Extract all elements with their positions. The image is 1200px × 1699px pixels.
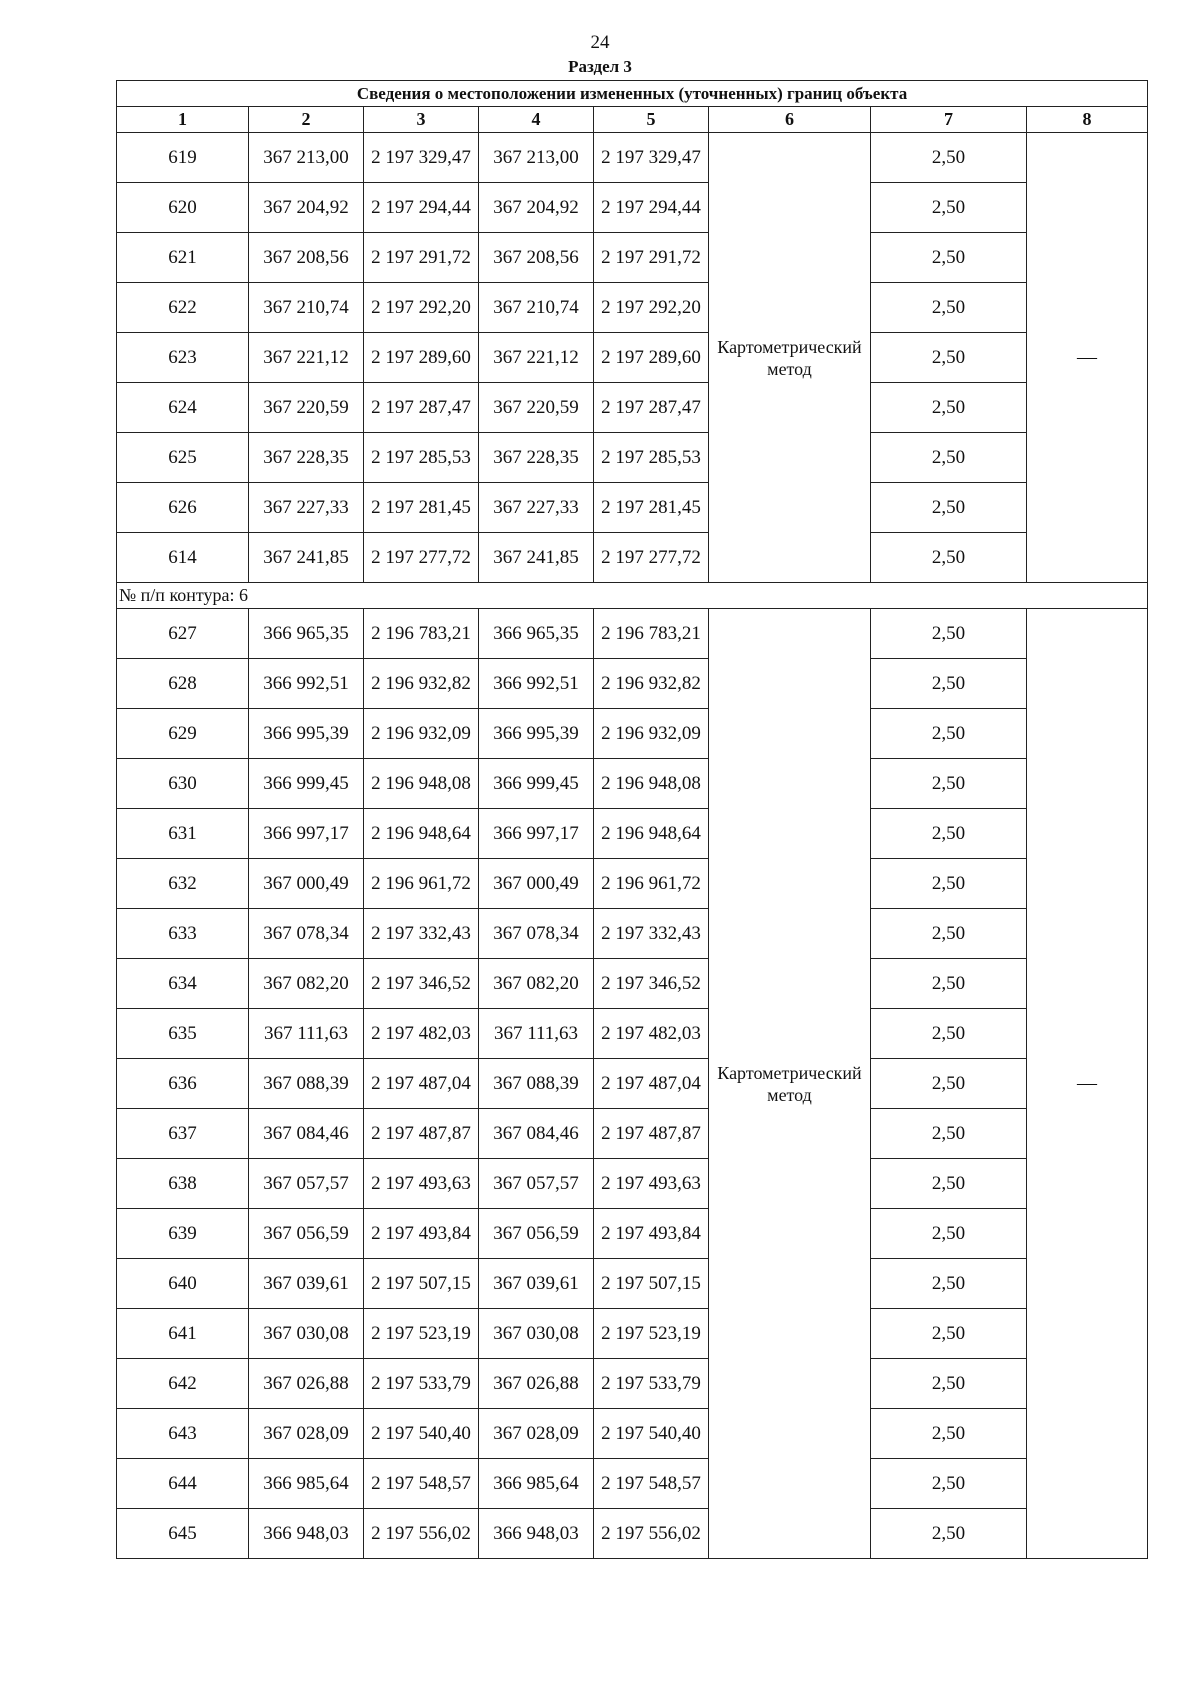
y-new: 2 197 482,03 bbox=[594, 1009, 709, 1059]
x-existing: 366 995,39 bbox=[249, 709, 364, 759]
accuracy-value: 2,50 bbox=[871, 483, 1027, 533]
accuracy-value: 2,50 bbox=[871, 383, 1027, 433]
x-new: 367 241,85 bbox=[479, 533, 594, 583]
table-row bbox=[117, 533, 1148, 583]
x-existing: 367 026,88 bbox=[249, 1359, 364, 1409]
method-cell: Картометрический метод bbox=[709, 609, 871, 1559]
table-row bbox=[117, 959, 1148, 1009]
x-existing: 366 992,51 bbox=[249, 659, 364, 709]
y-existing: 2 197 332,43 bbox=[364, 909, 479, 959]
accuracy-value: 2,50 bbox=[871, 1409, 1027, 1459]
accuracy-value: 2,50 bbox=[871, 609, 1027, 659]
x-new: 367 078,34 bbox=[479, 909, 594, 959]
table-row bbox=[117, 909, 1148, 959]
y-new: 2 197 281,45 bbox=[594, 483, 709, 533]
x-new: 366 997,17 bbox=[479, 809, 594, 859]
x-new: 367 030,08 bbox=[479, 1309, 594, 1359]
column-number-6: 6 bbox=[709, 107, 871, 133]
accuracy-value: 2,50 bbox=[871, 233, 1027, 283]
accuracy-value: 2,50 bbox=[871, 1109, 1027, 1159]
y-existing: 2 196 961,72 bbox=[364, 859, 479, 909]
point-number: 634 bbox=[117, 959, 249, 1009]
x-new: 367 082,20 bbox=[479, 959, 594, 1009]
column-8-cell: — bbox=[1027, 133, 1148, 583]
column-number-1: 1 bbox=[117, 107, 249, 133]
table-row bbox=[117, 1259, 1148, 1309]
y-new: 2 197 287,47 bbox=[594, 383, 709, 433]
x-existing: 367 039,61 bbox=[249, 1259, 364, 1309]
x-existing: 366 997,17 bbox=[249, 809, 364, 859]
accuracy-value: 2,50 bbox=[871, 1059, 1027, 1109]
x-new: 367 026,88 bbox=[479, 1359, 594, 1409]
y-new: 2 196 783,21 bbox=[594, 609, 709, 659]
table-row bbox=[117, 1409, 1148, 1459]
y-new: 2 197 292,20 bbox=[594, 283, 709, 333]
point-number: 639 bbox=[117, 1209, 249, 1259]
x-existing: 367 220,59 bbox=[249, 383, 364, 433]
x-existing: 366 985,64 bbox=[249, 1459, 364, 1509]
point-number: 628 bbox=[117, 659, 249, 709]
y-existing: 2 197 281,45 bbox=[364, 483, 479, 533]
y-new: 2 197 289,60 bbox=[594, 333, 709, 383]
y-new: 2 197 533,79 bbox=[594, 1359, 709, 1409]
y-existing: 2 197 487,87 bbox=[364, 1109, 479, 1159]
accuracy-value: 2,50 bbox=[871, 1259, 1027, 1309]
point-number: 627 bbox=[117, 609, 249, 659]
point-number: 635 bbox=[117, 1009, 249, 1059]
accuracy-value: 2,50 bbox=[871, 759, 1027, 809]
x-new: 366 985,64 bbox=[479, 1459, 594, 1509]
y-existing: 2 197 292,20 bbox=[364, 283, 479, 333]
y-new: 2 197 332,43 bbox=[594, 909, 709, 959]
y-new: 2 197 277,72 bbox=[594, 533, 709, 583]
y-new: 2 196 948,08 bbox=[594, 759, 709, 809]
x-new: 367 057,57 bbox=[479, 1159, 594, 1209]
x-new: 366 995,39 bbox=[479, 709, 594, 759]
y-new: 2 196 932,82 bbox=[594, 659, 709, 709]
accuracy-value: 2,50 bbox=[871, 1009, 1027, 1059]
table-row bbox=[117, 709, 1148, 759]
x-existing: 367 057,57 bbox=[249, 1159, 364, 1209]
boundary-coordinates-table bbox=[116, 80, 1148, 1559]
y-existing: 2 196 932,09 bbox=[364, 709, 479, 759]
point-number: 626 bbox=[117, 483, 249, 533]
table-row bbox=[117, 1509, 1148, 1559]
accuracy-value: 2,50 bbox=[871, 659, 1027, 709]
y-new: 2 196 932,09 bbox=[594, 709, 709, 759]
table-row bbox=[117, 1159, 1148, 1209]
y-existing: 2 197 487,04 bbox=[364, 1059, 479, 1109]
x-new: 367 210,74 bbox=[479, 283, 594, 333]
y-existing: 2 197 329,47 bbox=[364, 133, 479, 183]
table-row bbox=[117, 233, 1148, 283]
y-existing: 2 197 482,03 bbox=[364, 1009, 479, 1059]
y-existing: 2 197 533,79 bbox=[364, 1359, 479, 1409]
y-new: 2 196 961,72 bbox=[594, 859, 709, 909]
y-existing: 2 197 507,15 bbox=[364, 1259, 479, 1309]
accuracy-value: 2,50 bbox=[871, 183, 1027, 233]
x-existing: 367 082,20 bbox=[249, 959, 364, 1009]
accuracy-value: 2,50 bbox=[871, 333, 1027, 383]
accuracy-value: 2,50 bbox=[871, 909, 1027, 959]
point-number: 643 bbox=[117, 1409, 249, 1459]
x-new: 367 028,09 bbox=[479, 1409, 594, 1459]
y-existing: 2 197 287,47 bbox=[364, 383, 479, 433]
point-number: 641 bbox=[117, 1309, 249, 1359]
y-existing: 2 197 277,72 bbox=[364, 533, 479, 583]
y-new: 2 197 285,53 bbox=[594, 433, 709, 483]
x-new: 367 056,59 bbox=[479, 1209, 594, 1259]
x-new: 367 000,49 bbox=[479, 859, 594, 909]
point-number: 637 bbox=[117, 1109, 249, 1159]
y-existing: 2 197 493,84 bbox=[364, 1209, 479, 1259]
accuracy-value: 2,50 bbox=[871, 283, 1027, 333]
x-existing: 366 948,03 bbox=[249, 1509, 364, 1559]
column-number-7: 7 bbox=[871, 107, 1027, 133]
x-existing: 367 030,08 bbox=[249, 1309, 364, 1359]
y-existing: 2 197 556,02 bbox=[364, 1509, 479, 1559]
y-existing: 2 197 291,72 bbox=[364, 233, 479, 283]
point-number: 645 bbox=[117, 1509, 249, 1559]
contour-label: № п/п контура: 6 bbox=[117, 583, 1148, 609]
x-new: 367 228,35 bbox=[479, 433, 594, 483]
y-existing: 2 197 285,53 bbox=[364, 433, 479, 483]
y-new: 2 197 507,15 bbox=[594, 1259, 709, 1309]
column-number-5: 5 bbox=[594, 107, 709, 133]
y-new: 2 197 493,63 bbox=[594, 1159, 709, 1209]
x-existing: 367 210,74 bbox=[249, 283, 364, 333]
column-number-4: 4 bbox=[479, 107, 594, 133]
table-caption-row bbox=[117, 81, 1148, 107]
x-existing: 367 213,00 bbox=[249, 133, 364, 183]
y-existing: 2 196 948,64 bbox=[364, 809, 479, 859]
x-new: 367 220,59 bbox=[479, 383, 594, 433]
x-existing: 367 056,59 bbox=[249, 1209, 364, 1259]
table-row bbox=[117, 1309, 1148, 1359]
table-row bbox=[117, 483, 1148, 533]
y-new: 2 197 556,02 bbox=[594, 1509, 709, 1559]
x-new: 367 088,39 bbox=[479, 1059, 594, 1109]
x-existing: 366 999,45 bbox=[249, 759, 364, 809]
column-number-row bbox=[117, 107, 1148, 133]
point-number: 633 bbox=[117, 909, 249, 959]
y-new: 2 197 346,52 bbox=[594, 959, 709, 1009]
accuracy-value: 2,50 bbox=[871, 1359, 1027, 1409]
method-cell: Картометрический метод bbox=[709, 133, 871, 583]
x-new: 367 221,12 bbox=[479, 333, 594, 383]
y-new: 2 197 540,40 bbox=[594, 1409, 709, 1459]
section-title: Раздел 3 bbox=[568, 57, 632, 76]
accuracy-value: 2,50 bbox=[871, 709, 1027, 759]
y-new: 2 197 329,47 bbox=[594, 133, 709, 183]
column-number-8: 8 bbox=[1027, 107, 1148, 133]
x-new: 367 111,63 bbox=[479, 1009, 594, 1059]
point-number: 638 bbox=[117, 1159, 249, 1209]
y-existing: 2 197 493,63 bbox=[364, 1159, 479, 1209]
point-number: 619 bbox=[117, 133, 249, 183]
x-existing: 367 228,35 bbox=[249, 433, 364, 483]
point-number: 630 bbox=[117, 759, 249, 809]
contour-label-row bbox=[117, 583, 1148, 609]
x-new: 366 965,35 bbox=[479, 609, 594, 659]
table-row bbox=[117, 283, 1148, 333]
point-number: 625 bbox=[117, 433, 249, 483]
point-number: 644 bbox=[117, 1459, 249, 1509]
page-number: 24 bbox=[590, 32, 610, 53]
y-new: 2 197 487,04 bbox=[594, 1059, 709, 1109]
accuracy-value: 2,50 bbox=[871, 1309, 1027, 1359]
column-number-3: 3 bbox=[364, 107, 479, 133]
table-row bbox=[117, 383, 1148, 433]
table-row bbox=[117, 1359, 1148, 1409]
y-existing: 2 197 523,19 bbox=[364, 1309, 479, 1359]
x-new: 366 999,45 bbox=[479, 759, 594, 809]
accuracy-value: 2,50 bbox=[871, 1459, 1027, 1509]
accuracy-value: 2,50 bbox=[871, 1509, 1027, 1559]
x-existing: 367 111,63 bbox=[249, 1009, 364, 1059]
y-existing: 2 196 783,21 bbox=[364, 609, 479, 659]
x-existing: 367 088,39 bbox=[249, 1059, 364, 1109]
table-row bbox=[117, 133, 1148, 183]
accuracy-value: 2,50 bbox=[871, 809, 1027, 859]
column-8-cell: — bbox=[1027, 609, 1148, 1559]
x-new: 367 204,92 bbox=[479, 183, 594, 233]
point-number: 636 bbox=[117, 1059, 249, 1109]
x-existing: 367 227,33 bbox=[249, 483, 364, 533]
x-existing: 367 078,34 bbox=[249, 909, 364, 959]
y-new: 2 197 493,84 bbox=[594, 1209, 709, 1259]
accuracy-value: 2,50 bbox=[871, 533, 1027, 583]
point-number: 621 bbox=[117, 233, 249, 283]
y-existing: 2 197 548,57 bbox=[364, 1459, 479, 1509]
x-existing: 366 965,35 bbox=[249, 609, 364, 659]
accuracy-value: 2,50 bbox=[871, 959, 1027, 1009]
point-number: 642 bbox=[117, 1359, 249, 1409]
table-row bbox=[117, 183, 1148, 233]
table-body bbox=[117, 133, 1148, 1559]
y-new: 2 196 948,64 bbox=[594, 809, 709, 859]
x-existing: 367 084,46 bbox=[249, 1109, 364, 1159]
table-row bbox=[117, 1209, 1148, 1259]
y-existing: 2 196 948,08 bbox=[364, 759, 479, 809]
point-number: 629 bbox=[117, 709, 249, 759]
accuracy-value: 2,50 bbox=[871, 433, 1027, 483]
table-row bbox=[117, 609, 1148, 659]
accuracy-value: 2,50 bbox=[871, 1209, 1027, 1259]
column-number-2: 2 bbox=[249, 107, 364, 133]
x-existing: 367 241,85 bbox=[249, 533, 364, 583]
point-number: 623 bbox=[117, 333, 249, 383]
y-existing: 2 196 932,82 bbox=[364, 659, 479, 709]
x-existing: 367 221,12 bbox=[249, 333, 364, 383]
y-new: 2 197 294,44 bbox=[594, 183, 709, 233]
point-number: 640 bbox=[117, 1259, 249, 1309]
point-number: 622 bbox=[117, 283, 249, 333]
point-number: 631 bbox=[117, 809, 249, 859]
y-new: 2 197 548,57 bbox=[594, 1459, 709, 1509]
y-existing: 2 197 540,40 bbox=[364, 1409, 479, 1459]
x-new: 367 227,33 bbox=[479, 483, 594, 533]
table-row bbox=[117, 759, 1148, 809]
x-new: 367 084,46 bbox=[479, 1109, 594, 1159]
accuracy-value: 2,50 bbox=[871, 859, 1027, 909]
table-row bbox=[117, 1059, 1148, 1109]
table-caption: Сведения о местоположении измененных (уточненных) границ объекта bbox=[117, 81, 1148, 107]
y-existing: 2 197 346,52 bbox=[364, 959, 479, 1009]
table-row bbox=[117, 433, 1148, 483]
point-number: 620 bbox=[117, 183, 249, 233]
x-new: 367 039,61 bbox=[479, 1259, 594, 1309]
x-new: 367 208,56 bbox=[479, 233, 594, 283]
y-new: 2 197 487,87 bbox=[594, 1109, 709, 1159]
x-new: 367 213,00 bbox=[479, 133, 594, 183]
point-number: 614 bbox=[117, 533, 249, 583]
table-row bbox=[117, 659, 1148, 709]
x-existing: 367 028,09 bbox=[249, 1409, 364, 1459]
table-row bbox=[117, 809, 1148, 859]
y-new: 2 197 523,19 bbox=[594, 1309, 709, 1359]
table-row bbox=[117, 333, 1148, 383]
x-existing: 367 208,56 bbox=[249, 233, 364, 283]
x-new: 366 992,51 bbox=[479, 659, 594, 709]
y-existing: 2 197 294,44 bbox=[364, 183, 479, 233]
x-existing: 367 000,49 bbox=[249, 859, 364, 909]
y-existing: 2 197 289,60 bbox=[364, 333, 479, 383]
point-number: 624 bbox=[117, 383, 249, 433]
table-row bbox=[117, 1109, 1148, 1159]
table-row bbox=[117, 859, 1148, 909]
x-existing: 367 204,92 bbox=[249, 183, 364, 233]
table-row bbox=[117, 1009, 1148, 1059]
accuracy-value: 2,50 bbox=[871, 1159, 1027, 1209]
point-number: 632 bbox=[117, 859, 249, 909]
table-row bbox=[117, 1459, 1148, 1509]
x-new: 366 948,03 bbox=[479, 1509, 594, 1559]
y-new: 2 197 291,72 bbox=[594, 233, 709, 283]
accuracy-value: 2,50 bbox=[871, 133, 1027, 183]
